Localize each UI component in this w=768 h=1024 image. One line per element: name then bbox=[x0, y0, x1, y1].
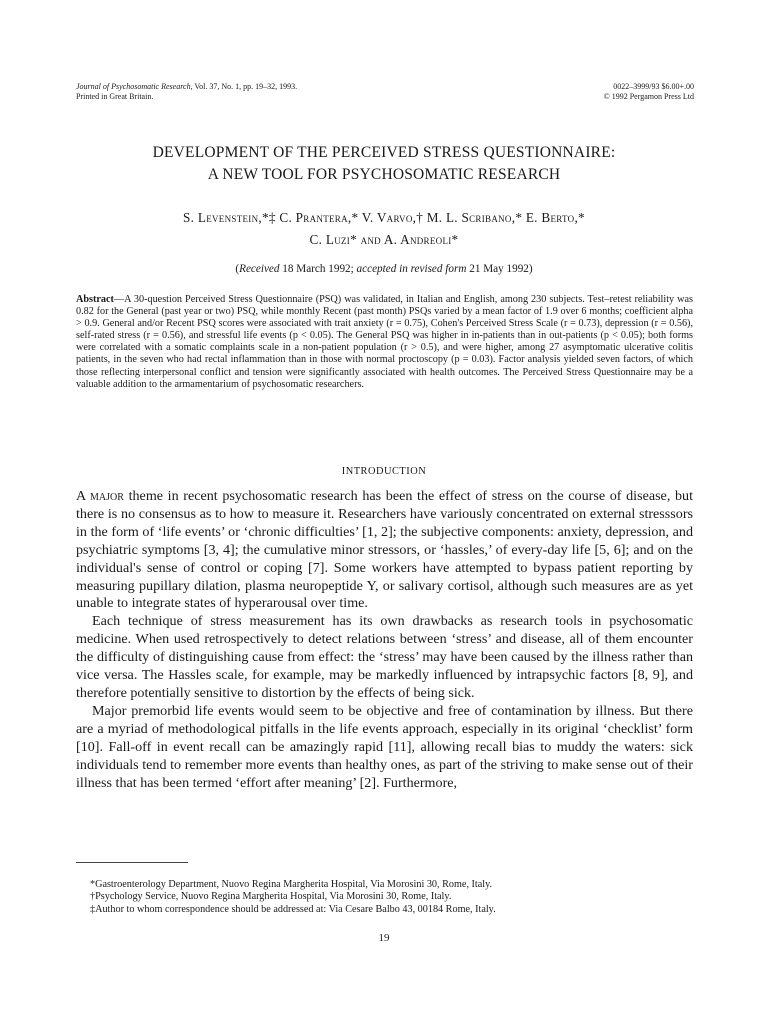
footnote-divider bbox=[76, 862, 188, 863]
paragraph-1-text: theme in recent psychosomatic research has been the effect of stress on the course of disease, but there is no consensus as to how to measure it. Researchers have variously concentrated on external stresssors in the form of ‘life events’ or ‘chronic difficulties’ [1, 2]; the subjective components: anxiety, depression, and psychiatric symptoms [3, 4]; the cumulative minor stressors, or ‘hassles,’ of every-day life [5, 6]; and on the individual's sense of control or coping [7]. Some workers have attempted to bypass patient reporting by measuring pupillary dilation, plasma neuropeptide Y, or salivary cortisol, although such measures are as yet unable to integrate states of hyperarousal over time. bbox=[76, 488, 693, 612]
received-dates bbox=[60, 262, 708, 276]
footnote-affiliation-2: †Psychology Service, Nuovo Regina Margherita Hospital, Via Morosini 30, Rome, Italy. bbox=[90, 891, 452, 903]
abstract-label: Abstract bbox=[76, 294, 114, 305]
abstract bbox=[76, 294, 693, 391]
printed-note: Printed in Great Britain. bbox=[76, 92, 154, 101]
publisher-info bbox=[604, 82, 694, 102]
body-paragraph-2: Each technique of stress measurement has its own drawbacks as research tools in psychosomatic medicine. When used retrospectively to detect relations between ‘stress’ and disease, all of them encounter the difficulty of distinguishing cause from effect: the ‘stress’ may have been caused by the illness rather than vice versa. The Hassles scale, for example, may be markedly influenced by intrapsychic factors [8, 9], and therefore potentially sensitive to distortion by the effects of being sick. bbox=[76, 613, 693, 701]
section-heading: INTRODUCTION bbox=[341, 466, 427, 477]
body-text bbox=[76, 488, 693, 792]
footnote-correspondence: ‡Author to whom correspondence should be addressed at: Via Cesare Balbo 43, 00184 Rome, Italy. bbox=[90, 903, 496, 915]
body-paragraph-3: Major premorbid life events would seem to be objective and free of contamination by illness. But there are a myriad of methodological pitfalls in the life events approach, especially in its original ‘checklist’ form [10]. Fall-off in event recall can be amazingly rapid [11], allowing recall bias to muddy the waters: sick individuals tend to remember more events than healthy ones, as part of the striving to make sense out of their illness that has been termed ‘effort after meaning’ [2]. Furthermore, bbox=[76, 702, 693, 791]
accepted-words: accepted in revised form bbox=[356, 263, 467, 275]
journal-citation bbox=[76, 82, 297, 102]
lead-in-words: A major bbox=[76, 488, 124, 504]
journal-name: Journal of Psychosomatic Research bbox=[76, 82, 191, 91]
title-line-2: A NEW TOOL FOR PSYCHOSOMATIC RESEARCH bbox=[207, 166, 561, 183]
copyright-line: © 1992 Pergamon Press Ltd bbox=[603, 92, 694, 101]
footnote-affiliation-1: *Gastroenterology Department, Nuovo Regina Margherita Hospital, Via Morosini 30, Rome, Italy. bbox=[90, 879, 493, 890]
accepted-date: 21 May 1992) bbox=[466, 263, 533, 275]
journal-volume-info: , Vol. 37, No. 1, pp. 19–32, 1993. bbox=[190, 82, 298, 91]
page-number: 19 bbox=[378, 932, 390, 944]
received-date: 18 March 1992; bbox=[279, 263, 357, 275]
abstract-text: —A 30-question Perceived Stress Questionnaire (PSQ) was validated, in Italian and English, among 230 subjects. Test–retest reliability was 0.82 for the General (past year or two) PSQ, while monthly Recent (past month) PSQs varied by a mean factor of 1.9 over 6 months; coefficient alpha > 0.9. General and/or Recent PSQ scores were associated with trait anxiety (r = 0.75), Cohen's Perceived Stress Scale (r = 0.73), depression (r = 0.56), self-rated stress (r = 0.56), and stressful life events (p < 0.05). The General PSQ was higher in in-patients than in out-patients (p < 0.05); both forms were correlated with a somatic complaints scale in a non-patient population (r > 0.5), and were higher, among 27 asymptomatic ulcerative colitis patients, in the seven who had rectal inflammation than in those with normal proctoscopy (p = 0.03). Factor analysis yielded seven factors, of which those reflecting interpersonal conflict and tension were significantly associated with health outcomes. The Perceived Stress Questionnaire may be a valuable addition to the armamentarium of psychosomatic researchers. bbox=[76, 294, 693, 390]
footnotes bbox=[90, 879, 496, 916]
title-line-1: DEVELOPMENT OF THE PERCEIVED STRESS QUESTIONNAIRE: bbox=[152, 144, 616, 161]
author-list bbox=[60, 207, 708, 251]
received-word: Received bbox=[239, 263, 280, 275]
authors-line-1: S. Levenstein,*‡ C. Prantera,* V. Varvo,† M. L. Scribano,* E. Berto,* bbox=[183, 210, 585, 225]
body-paragraph-1 bbox=[76, 488, 693, 613]
article-title bbox=[60, 142, 708, 186]
received-open-paren: ( bbox=[235, 263, 240, 275]
authors-line-2: C. Luzi* and A. Andreoli* bbox=[309, 232, 459, 247]
issn-price: 0022–3999/93 $6.00+.00 bbox=[613, 82, 694, 91]
